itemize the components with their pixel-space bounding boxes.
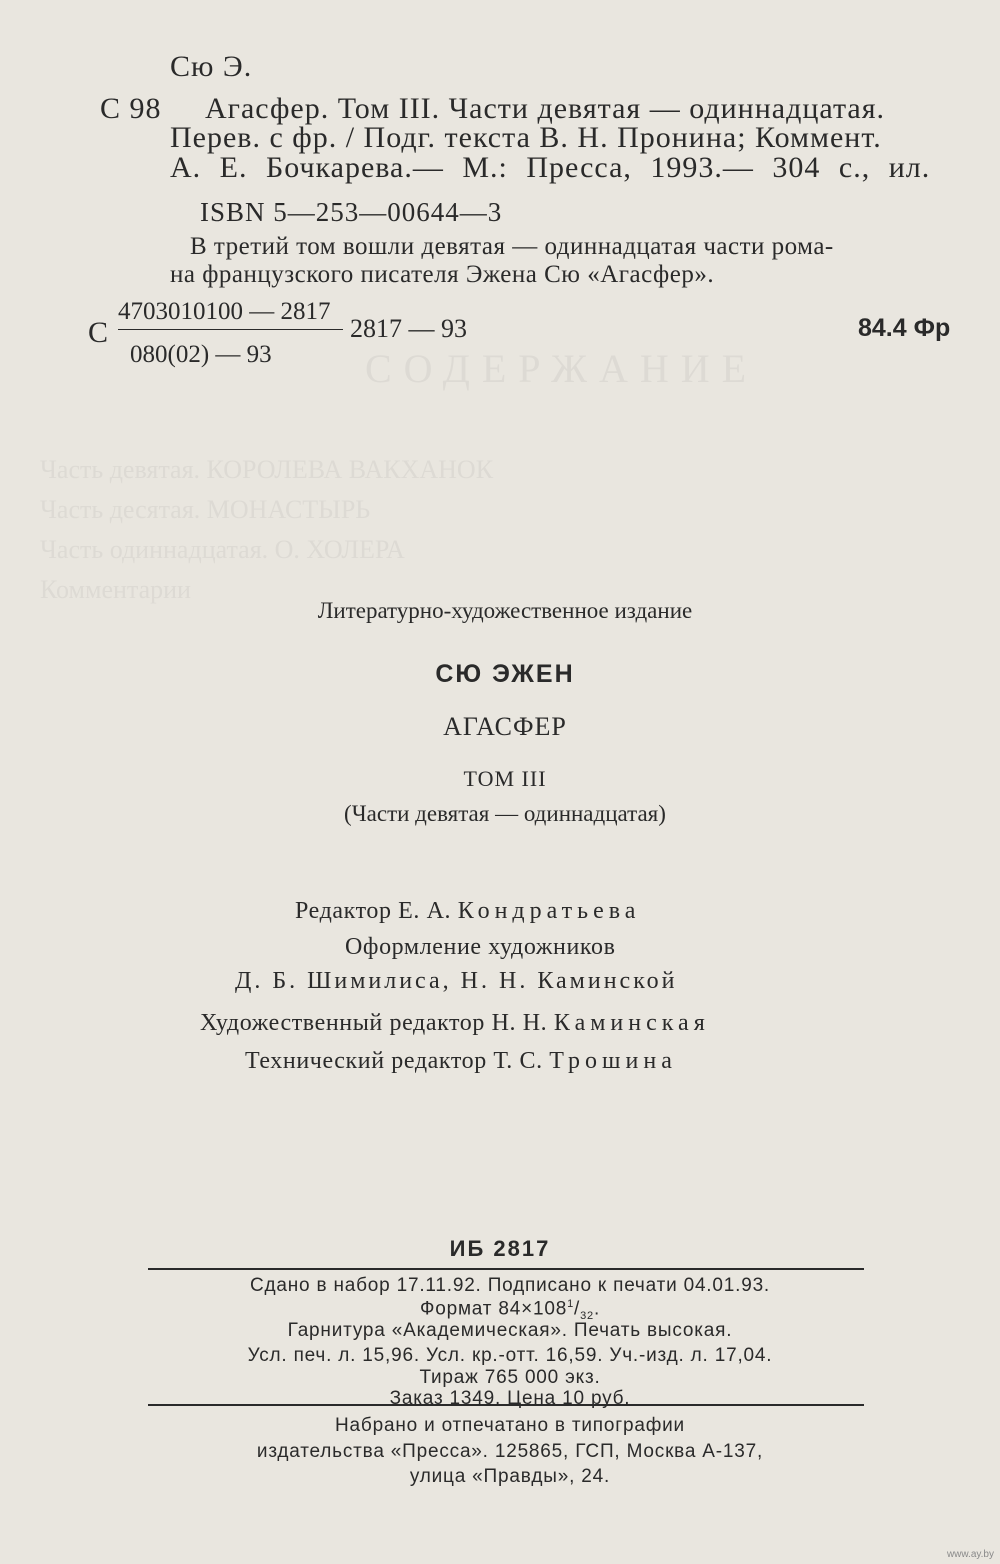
annotation-line: В третий том вошли девятая — одиннадцатая части рома- <box>190 233 834 260</box>
imprint-print-run: Тираж 765 000 экз. <box>419 1367 601 1388</box>
show-through-line: Часть девятая. КОРОЛЕВА ВАКХАНОК <box>40 455 494 484</box>
isbn: ISBN 5—253—00644—3 <box>200 197 503 227</box>
editor-credit <box>295 898 640 925</box>
tech-editor-credit <box>245 1048 677 1075</box>
tech-editor-label: Технический редактор Т. С. <box>245 1048 543 1074</box>
volume-parts: (Части девятая — одиннадцатая) <box>344 801 666 826</box>
format-numerator: 1 <box>567 1298 574 1310</box>
show-through-line: Часть одиннадцатая. О. ХОЛЕРА <box>40 535 405 564</box>
printer-address-line: издательства «Пресса». 125865, ГСП, Москва А-137, <box>256 1441 764 1462</box>
imprint-rule-bottom <box>148 1404 864 1406</box>
art-editor-label: Художественный редактор Н. Н. <box>200 1010 548 1036</box>
format-denominator: 32 <box>580 1310 594 1323</box>
imprint-rule-top <box>148 1268 864 1270</box>
annotation-line: на французского писателя Эжена Сю «Агасфер». <box>170 261 715 288</box>
art-editor-name: Каминская <box>553 1010 710 1036</box>
classification-code: 84.4 Фр <box>858 314 951 342</box>
index-denominator: 080(02) — 93 <box>130 341 272 368</box>
book-title: АГАСФЕР <box>443 712 567 741</box>
show-through-line: Комментарии <box>40 575 191 604</box>
imprint-dates: Сдано в набор 17.11.92. Подписано к печати 04.01.93. <box>249 1275 771 1296</box>
author-name: СЮ ЭЖЕН <box>435 660 575 688</box>
design-credit-label: Оформление художников <box>345 934 616 960</box>
show-through-line: Часть десятая. МОНАСТЫРЬ <box>40 495 371 524</box>
index-fraction-rule <box>118 329 343 330</box>
bib-author: Сю Э. <box>170 50 253 83</box>
art-editor-credit <box>200 1010 710 1037</box>
tech-editor-name: Трошина <box>549 1048 677 1074</box>
bib-code: С 98 <box>100 92 162 125</box>
imprint-order-price: Заказ 1349. Цена 10 руб. <box>389 1388 631 1409</box>
site-watermark: www.ay.by <box>946 1549 994 1560</box>
show-through-heading: СОДЕРЖАНИЕ <box>365 346 759 391</box>
format-prefix: Формат 84×108 <box>419 1298 568 1320</box>
volume-number: ТОМ III <box>463 766 547 791</box>
index-suffix: 2817 — 93 <box>350 314 467 343</box>
bib-title-line: Агасфер. Том III. Части девятая — одиннадцатая. <box>205 92 886 125</box>
bib-translation-line: Перев. с фр. / Подг. текста В. Н. Пронина; Коммент. <box>170 121 882 154</box>
edition-type: Литературно-художественное издание <box>317 598 693 623</box>
bib-publisher-line: А. Е. Бочкарева.— М.: Пресса, 1993.— 304 с., ил. <box>170 151 931 184</box>
ib-number: ИБ 2817 <box>449 1236 551 1261</box>
imprint-typeface: Гарнитура «Академическая». Печать высокая. <box>287 1320 733 1341</box>
editor-name: Кондратьева <box>457 898 641 924</box>
printer-street-line: улица «Правды», 24. <box>409 1466 611 1487</box>
editor-label: Редактор Е. А. <box>295 898 452 924</box>
artists-credit: Д. Б. Шимилиса, Н. Н. Каминской <box>235 968 678 994</box>
index-numerator: 4703010100 — 2817 <box>118 298 331 325</box>
printer-line: Набрано и отпечатано в типографии <box>335 1415 685 1436</box>
imprint-format: Формат $84\times 108^1/_{32}$. <box>419 1298 601 1323</box>
index-letter: С <box>88 316 109 349</box>
imprint-sheets: Усл. печ. л. 15,96. Усл. кр.-отт. 16,59. Уч.-изд. л. 17,04. <box>247 1345 773 1366</box>
